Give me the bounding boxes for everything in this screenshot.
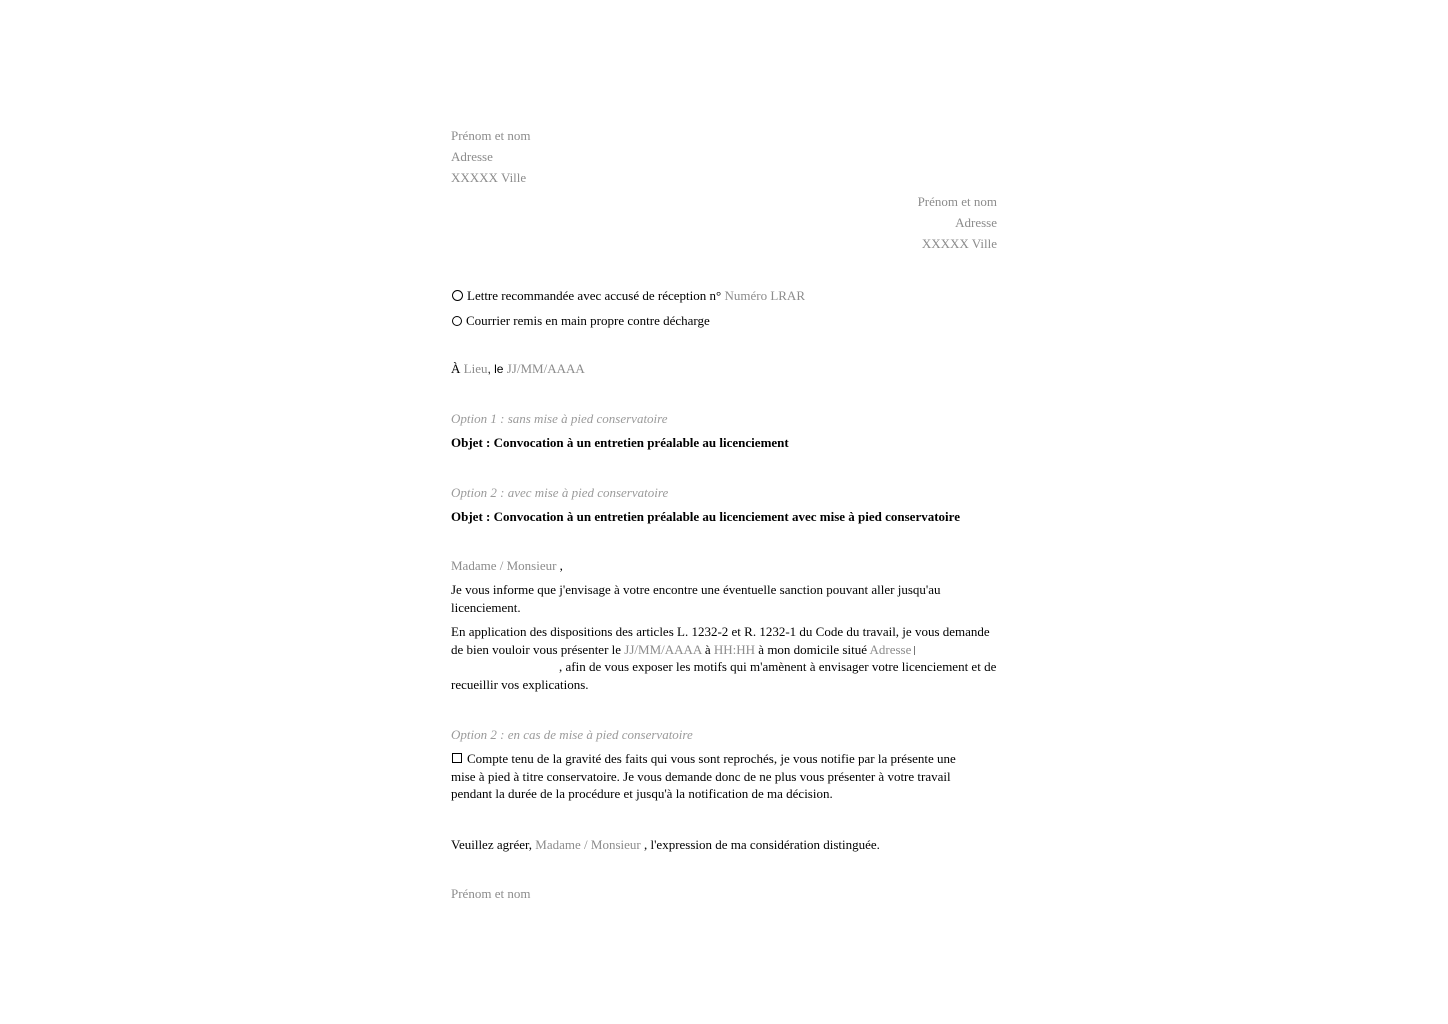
place-date xyxy=(451,360,585,378)
sender-address: Adresse xyxy=(451,149,493,164)
radio-icon[interactable] xyxy=(452,316,462,326)
delivery-option-hand[interactable] xyxy=(451,312,710,329)
salutation xyxy=(451,557,563,574)
paragraph2-part3: , afin de vous exposer les motifs qui m'amènent à envisager votre licenciement et de recueillir vos explications. xyxy=(451,659,997,693)
sender-city: XXXXX Ville xyxy=(451,170,527,185)
closing-prefix: Veuillez agréer, xyxy=(451,837,533,852)
recipient-address: Adresse xyxy=(955,215,997,230)
salutation-comma: , xyxy=(559,558,563,573)
closing-suffix: , l'expression de ma considération distinguée. xyxy=(643,837,880,852)
paragraph2-at: à xyxy=(704,641,711,657)
paragraph2-part2: à mon domicile situé xyxy=(758,641,867,657)
closing-line xyxy=(451,836,880,853)
salutation-name: Madame / Monsieur xyxy=(451,558,557,573)
paragraph-convocation xyxy=(451,623,997,694)
suspension-text: Compte tenu de la gravité des faits qui vous sont reprochés, je vous notifie par la présente une mise à pied à titre conservatoire. Je vous demande donc de ne plus vous présenter à votre travail pendant la durée de la procédure et jusqu'à la notification de ma décision. xyxy=(451,751,956,802)
closing-name: Madame / Monsieur xyxy=(535,837,641,852)
signature-name: Prénom et nom xyxy=(451,886,531,901)
interview-address-placeholder: Adresse xyxy=(869,641,912,657)
date-placeholder: JJ/MM/AAAA xyxy=(506,361,585,376)
delivery-option-lrar[interactable] xyxy=(451,287,805,304)
recipient-name: Prénom et nom xyxy=(917,194,997,209)
delivery-option-label: Courrier remis en main propre contre décharge xyxy=(466,313,710,328)
option2-suspension-label: Option 2 : en cas de mise à pied conservatoire xyxy=(451,727,693,742)
radio-icon[interactable] xyxy=(452,290,463,301)
option1-subject: Objet : Convocation à un entretien préalable au licenciement xyxy=(451,435,789,450)
paragraph-intent: Je vous informe que j'envisage à votre encontre une éventuelle sanction pouvant aller jusqu'au licenciement. xyxy=(451,582,941,615)
place-prefix: À xyxy=(451,361,461,376)
checkbox-icon[interactable] xyxy=(452,753,462,763)
option2-subject: Objet : Convocation à un entretien préalable au licenciement avec mise à pied conservatoire xyxy=(451,509,960,524)
paragraph2-part1: En application des dispositions des articles L. 1232-2 et R. 1232-1 du Code du travail, je vous demande de bien vouloir vous présenter le xyxy=(451,624,990,657)
suspension-paragraph xyxy=(451,750,981,803)
lrar-number-placeholder: Numéro LRAR xyxy=(724,288,805,303)
interview-date-placeholder: JJ/MM/AAAA xyxy=(624,641,702,657)
sender-name: Prénom et nom xyxy=(451,128,531,143)
letter-page xyxy=(451,0,997,1024)
place-placeholder: Lieu xyxy=(463,361,488,376)
text-cursor-mark xyxy=(914,646,915,655)
interview-time-placeholder: HH:HH xyxy=(713,641,756,657)
option1-label: Option 1 : sans mise à pied conservatoire xyxy=(451,411,668,426)
delivery-option-label: Lettre recommandée avec accusé de réception n° xyxy=(467,288,722,303)
option2-label: Option 2 : avec mise à pied conservatoire xyxy=(451,485,669,500)
recipient-city: XXXXX Ville xyxy=(921,236,997,251)
place-date-separator: , le xyxy=(487,362,504,376)
